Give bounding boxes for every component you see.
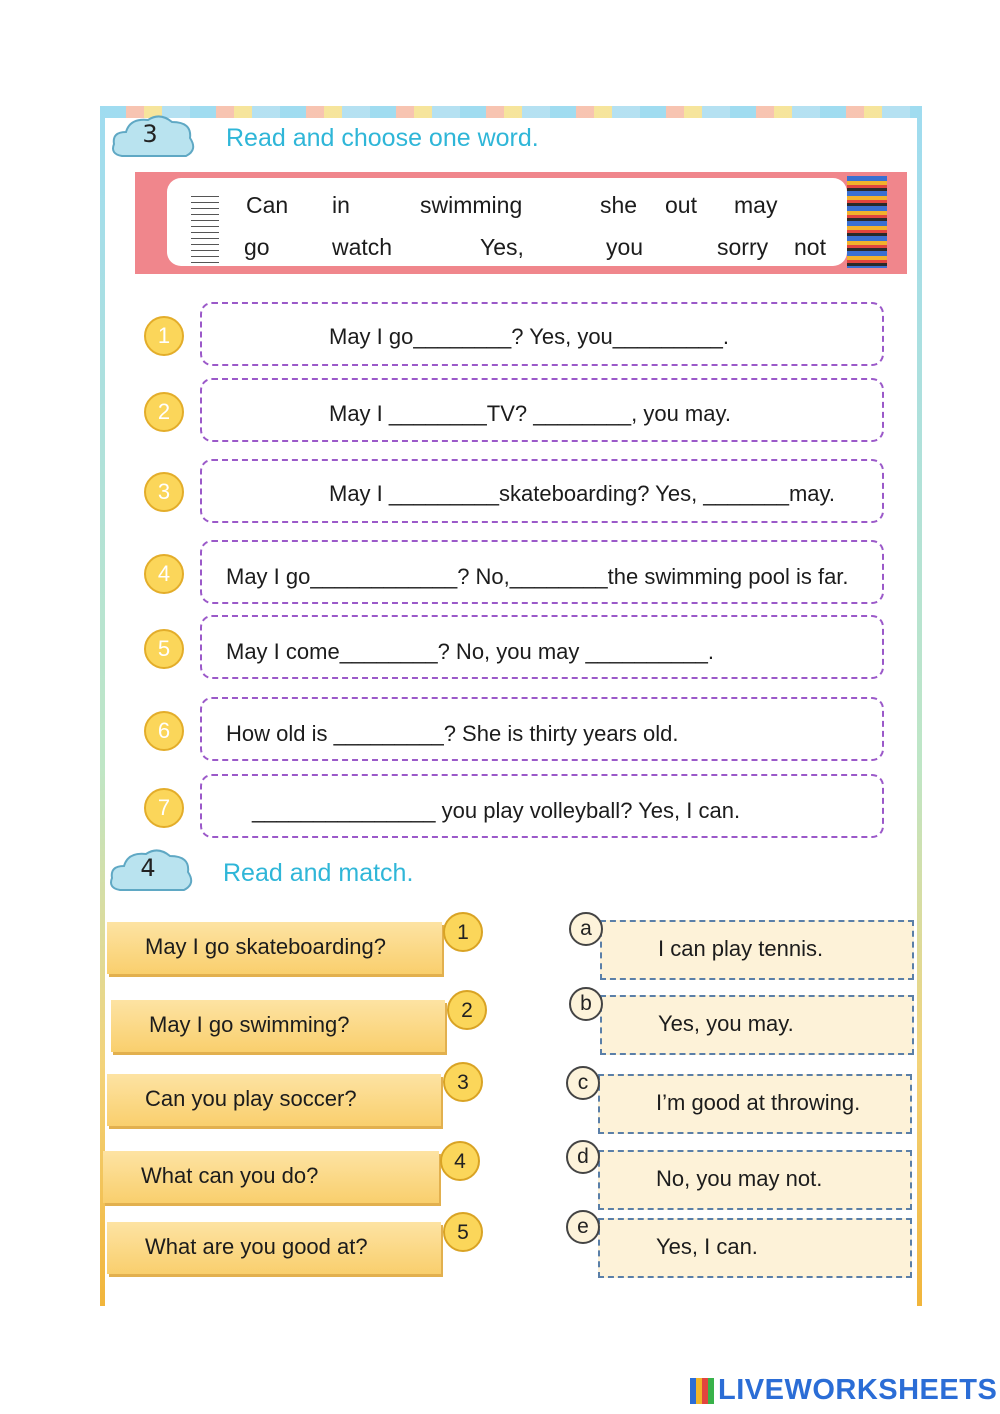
question-text: How old is _________? She is thirty years old. [226, 721, 679, 746]
match-answer-text: I can play tennis. [658, 936, 824, 961]
decorative-top-band [100, 106, 922, 118]
match-question-card[interactable] [107, 1222, 441, 1274]
section-number: 4 [140, 854, 156, 882]
match-answer-card[interactable] [600, 920, 914, 980]
word-bank-word[interactable]: watch [332, 234, 393, 260]
match-answer-letter: a [569, 912, 603, 946]
question-number: 3 [144, 472, 184, 512]
match-answer-card[interactable] [598, 1074, 912, 1134]
match-answer-text: Yes, you may. [658, 1011, 794, 1036]
word-bank-word[interactable]: she [600, 192, 638, 218]
question-number: 2 [144, 392, 184, 432]
right-border [917, 106, 922, 1306]
match-question-card[interactable] [107, 1074, 441, 1126]
match-question-card[interactable] [107, 922, 442, 974]
match-question-text: May I go swimming? [149, 1012, 350, 1037]
match-question-text: May I go skateboarding? [145, 934, 386, 959]
word-bank-word[interactable]: Can [246, 192, 289, 218]
match-answer-letter: e [566, 1210, 600, 1244]
match-answer-text: Yes, I can. [656, 1234, 758, 1259]
logo-icon [690, 1378, 714, 1404]
question-text: May I go____________? No,________the swimming pool is far. [226, 564, 849, 589]
question-number: 5 [144, 629, 184, 669]
notebook-lines [191, 196, 219, 266]
word-bank-word[interactable]: you [606, 234, 644, 260]
logo-text: LIVEWORKSHEETS [718, 1374, 998, 1406]
word-bank-word[interactable]: may [734, 192, 778, 218]
match-answer-text: No, you may not. [656, 1166, 823, 1191]
question-number: 7 [144, 788, 184, 828]
question-text: May I come________? No, you may __________. [226, 639, 714, 664]
question-text: _______________ you play volleyball? Yes, I can. [252, 798, 741, 823]
match-question-number: 1 [443, 912, 483, 952]
question-text: May I _________skateboarding? Yes, _______may. [329, 481, 835, 506]
section-number: 3 [142, 120, 158, 148]
match-answer-letter: d [566, 1140, 600, 1174]
word-bank-word[interactable]: in [332, 192, 350, 218]
match-question-number: 5 [443, 1212, 483, 1252]
match-answer-text: I’m good at throwing. [656, 1090, 861, 1115]
word-bank-word[interactable]: out [665, 192, 697, 218]
section-4-title: Read and match. [223, 859, 414, 887]
left-border [100, 106, 105, 1306]
pencils-decoration [847, 176, 887, 268]
question-text: May I ________TV? ________, you may. [329, 401, 731, 426]
question-number: 4 [144, 554, 184, 594]
section-4-cloud-badge [106, 846, 196, 902]
question-text: May I go________? Yes, you_________. [329, 324, 730, 349]
question-number: 1 [144, 316, 184, 356]
match-question-text: Can you play soccer? [145, 1086, 357, 1111]
match-question-card[interactable] [103, 1151, 439, 1203]
match-question-number: 3 [443, 1062, 483, 1102]
match-question-card[interactable] [111, 1000, 445, 1052]
match-question-text: What can you do? [141, 1163, 319, 1188]
match-question-number: 4 [440, 1141, 480, 1181]
word-bank-word[interactable]: not [794, 234, 826, 260]
match-question-text: What are you good at? [145, 1234, 368, 1259]
word-bank-word[interactable]: sorry [717, 234, 769, 260]
match-answer-card[interactable] [600, 995, 914, 1055]
question-number: 6 [144, 711, 184, 751]
word-bank-word[interactable]: go [244, 234, 270, 260]
match-answer-letter: c [566, 1066, 600, 1100]
match-answer-card[interactable] [598, 1150, 912, 1210]
match-answer-card[interactable] [598, 1218, 912, 1278]
section-3-cloud-badge [108, 112, 198, 168]
match-question-number: 2 [447, 990, 487, 1030]
match-answer-letter: b [569, 987, 603, 1021]
section-3-title: Read and choose one word. [226, 124, 539, 152]
word-bank-word[interactable]: swimming [420, 192, 523, 218]
word-bank-word[interactable]: Yes, [480, 234, 524, 260]
